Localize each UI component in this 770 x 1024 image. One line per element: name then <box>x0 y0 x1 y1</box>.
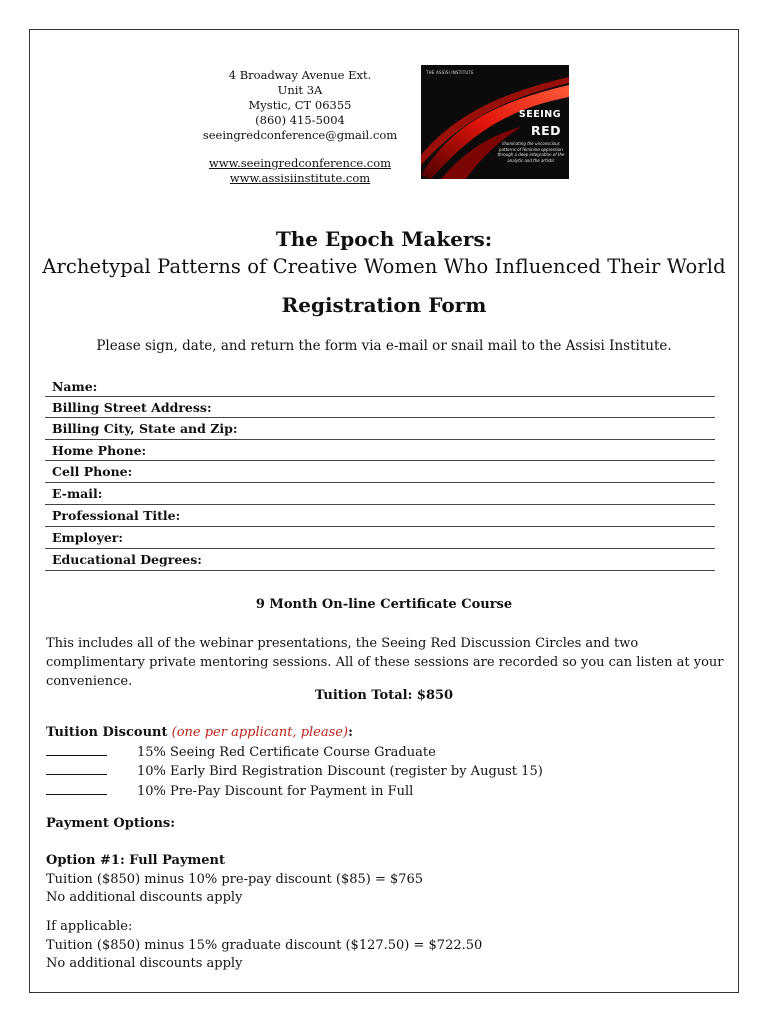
billing-city-state-zip-field[interactable]: Billing City, State and Zip: <box>45 418 715 440</box>
page-title: The Epoch Makers: <box>275 227 493 251</box>
discount-note: (one per applicant, please) <box>171 725 349 740</box>
discount-option <box>46 743 730 763</box>
name-field[interactable]: Name: <box>45 376 715 397</box>
discount-label: Tuition Discount <box>46 725 168 740</box>
applicable-block <box>46 918 730 974</box>
option-1-line: Tuition ($850) minus 10% pre-pay discount ($85) = $765 <box>46 871 424 887</box>
cell-phone-field[interactable]: Cell Phone: <box>45 461 715 483</box>
discount-blank-line[interactable] <box>46 782 107 795</box>
email-field[interactable]: E-mail: <box>45 483 715 505</box>
seeingred-website-link[interactable]: www.seeingredconference.com <box>208 156 392 170</box>
tuition-discount-section <box>46 724 730 801</box>
registration-fields <box>45 376 715 571</box>
contact-address-block <box>180 68 420 186</box>
home-phone-field[interactable]: Home Phone: <box>45 440 715 461</box>
logo-tagline: Illuminating the unconscious patterns of feminine oppression through a deep integration of the analytic and the artistic <box>497 141 565 163</box>
address-line: Unit 3A <box>277 83 323 97</box>
billing-street-field[interactable]: Billing Street Address: <box>45 397 715 418</box>
discount-option <box>46 782 730 802</box>
educational-degrees-field[interactable]: Educational Degrees: <box>45 549 715 571</box>
address-line: 4 Broadway Avenue Ext. <box>228 68 372 82</box>
discount-blank-line[interactable] <box>46 743 107 756</box>
contact-email: seeingredconference@gmail.com <box>202 128 398 142</box>
applicable-line: Tuition ($850) minus 15% graduate discount ($127.50) = $722.50 <box>46 937 483 953</box>
form-title: Registration Form <box>281 293 487 317</box>
tuition-total: Tuition Total: $850 <box>314 688 454 703</box>
applicable-label: If applicable: <box>46 919 133 934</box>
discount-option-label: 10% Early Bird Registration Discount (register by August 15) <box>137 764 543 779</box>
professional-title-field[interactable]: Professional Title: <box>45 505 715 527</box>
address-line: Mystic, CT 06355 <box>248 98 352 112</box>
discount-option-label: 10% Pre-Pay Discount for Payment in Full <box>137 783 414 799</box>
discount-blank-line[interactable] <box>46 762 107 775</box>
option-1-block <box>46 852 730 908</box>
applicable-line: No additional discounts apply <box>46 956 243 971</box>
course-description: This includes all of the webinar presentations, the Seeing Red Discussion Circles and two complimentary private mentoring sessions. All of these sessions are recorded so you can listen at your convenience. <box>46 636 724 689</box>
logo-seeing-text: SEEING <box>518 109 561 120</box>
assisi-website-link[interactable]: www.assisiinstitute.com <box>229 171 371 185</box>
option-1-line: No additional discounts apply <box>46 890 243 905</box>
payment-options-heading: Payment Options: <box>46 816 176 831</box>
discount-heading: Tuition Discount (one per applicant, please): <box>46 725 353 740</box>
option-1-title: Option #1: Full Payment <box>46 853 226 868</box>
page-subtitle: Archetypal Patterns of Creative Women Who Influenced Their World <box>42 255 726 278</box>
phone-number: (860) 415-5004 <box>255 113 345 127</box>
logo-small-text: THE ASSISI INSTITUTE <box>426 70 474 75</box>
discount-option-label: 15% Seeing Red Certificate Course Graduate <box>137 744 436 760</box>
course-heading: 9 Month On-line Certificate Course <box>255 597 513 612</box>
seeing-red-logo <box>421 65 569 179</box>
discount-option <box>46 762 730 782</box>
instructions-text: Please sign, date, and return the form via e-mail or snail mail to the Assisi Institute. <box>96 338 672 354</box>
logo-red-text: RED <box>530 123 561 138</box>
employer-field[interactable]: Employer: <box>45 527 715 549</box>
registration-form-page <box>29 29 739 993</box>
